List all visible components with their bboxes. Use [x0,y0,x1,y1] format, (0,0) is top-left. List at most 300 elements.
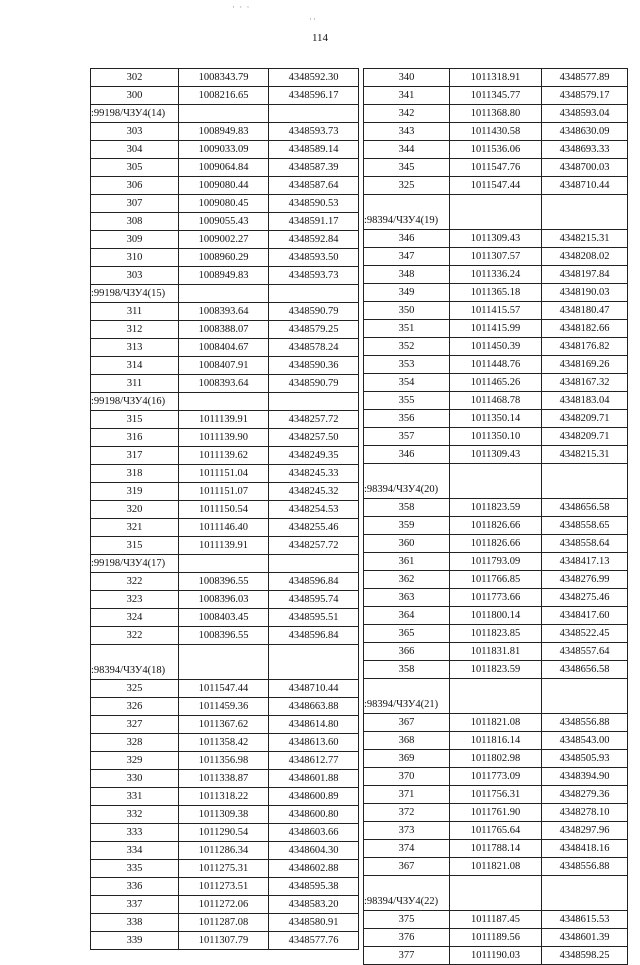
point-row [91,69,359,87]
point-row [364,392,628,410]
point-number: 306 [91,177,179,195]
point-number: 323 [91,591,179,609]
point-number: 307 [91,195,179,213]
coordinate-y: 4348417.13 [542,553,628,571]
coordinate-y: 4348593.73 [269,123,359,141]
coordinate-x: 1011336.24 [450,266,542,284]
point-number: 350 [364,302,450,320]
coordinate-y: 4348577.76 [269,932,359,950]
scan-noise: ·· [309,14,317,24]
coordinate-y: 4348208.02 [542,248,628,266]
point-row [364,446,628,464]
coordinate-y: 4348557.64 [542,643,628,661]
point-number: 320 [91,501,179,519]
point-row [364,822,628,840]
point-number: 338 [91,914,179,932]
coordinate-y: 4348591.17 [269,213,359,231]
point-row [91,788,359,806]
point-number: 324 [91,609,179,627]
coordinate-x: 1009080.44 [179,177,269,195]
coordinate-x: 1008388.07 [179,321,269,339]
point-number: 353 [364,356,450,374]
point-row [364,141,628,159]
coordinate-x: 1011139.91 [179,537,269,555]
section-row [364,195,628,230]
point-row [364,320,628,338]
point-row [91,465,359,483]
coordinate-x: 1011793.09 [450,553,542,571]
point-row [364,911,628,929]
point-number: 370 [364,768,450,786]
point-row [91,770,359,788]
point-row [91,339,359,357]
point-row [364,410,628,428]
coordinate-y: 4348245.33 [269,465,359,483]
coordinate-x: 1011309.38 [179,806,269,824]
coordinate-y: 4348543.00 [542,732,628,750]
empty-cell [450,876,542,911]
point-row [91,806,359,824]
coordinate-x: 1011465.26 [450,374,542,392]
point-number: 349 [364,284,450,302]
point-number: 317 [91,447,179,465]
point-row [364,589,628,607]
section-label: :98394/ЧЗУ4(22) [364,876,450,911]
point-row [91,591,359,609]
point-row [91,429,359,447]
point-number: 367 [364,714,450,732]
point-number: 302 [91,69,179,87]
coordinate-x: 1011356.98 [179,752,269,770]
point-number: 376 [364,929,450,947]
coordinate-x: 1011766.85 [450,571,542,589]
point-number: 374 [364,840,450,858]
coordinate-y: 4348522.45 [542,625,628,643]
point-row [91,447,359,465]
point-row [364,338,628,356]
coordinate-y: 4348587.64 [269,177,359,195]
coordinate-y: 4348595.74 [269,591,359,609]
coordinate-y: 4348663.88 [269,698,359,716]
coordinate-x: 1011823.85 [450,625,542,643]
point-number: 315 [91,411,179,429]
coordinate-y: 4348601.39 [542,929,628,947]
coordinate-x: 1011415.99 [450,320,542,338]
coordinate-x: 1011468.78 [450,392,542,410]
coordinate-x: 1011826.66 [450,535,542,553]
empty-cell [450,464,542,499]
coordinate-x: 1011187.45 [450,911,542,929]
coordinates-table-left [90,68,359,950]
empty-cell [542,679,628,714]
coordinate-y: 4348592.30 [269,69,359,87]
point-number: 310 [91,249,179,267]
scan-noise: · · · [232,2,251,12]
point-row [91,411,359,429]
coordinate-y: 4348596.17 [269,87,359,105]
point-row [91,824,359,842]
coordinate-x: 1011151.07 [179,483,269,501]
point-row [91,375,359,393]
point-row [91,752,359,770]
section-label: :99198/ЧЗУ4(17) [91,555,179,573]
point-number: 340 [364,69,450,87]
coordinate-x: 1008396.03 [179,591,269,609]
coordinate-x: 1011151.04 [179,465,269,483]
point-number: 369 [364,750,450,768]
empty-cell [269,645,359,680]
point-row [364,768,628,786]
point-number: 308 [91,213,179,231]
point-row [364,750,628,768]
coordinate-x: 1009064.84 [179,159,269,177]
coordinate-y: 4348656.58 [542,499,628,517]
coordinate-y: 4348176.82 [542,338,628,356]
coordinate-y: 4348275.46 [542,589,628,607]
empty-cell [179,555,269,573]
coordinate-x: 1008403.45 [179,609,269,627]
point-number: 325 [91,680,179,698]
coordinate-x: 1011536.06 [450,141,542,159]
point-number: 333 [91,824,179,842]
coordinate-x: 1009080.45 [179,195,269,213]
coordinate-x: 1011189.56 [450,929,542,947]
coordinate-x: 1011816.14 [450,732,542,750]
point-number: 321 [91,519,179,537]
point-row [91,932,359,950]
coordinate-x: 1011547.44 [450,177,542,195]
point-row [364,661,628,679]
empty-cell [179,393,269,411]
point-row [91,195,359,213]
coordinate-y: 4348257.72 [269,411,359,429]
coordinate-y: 4348249.35 [269,447,359,465]
point-number: 366 [364,643,450,661]
point-number: 343 [364,123,450,141]
coordinate-y: 4348579.17 [542,87,628,105]
coordinate-y: 4348600.89 [269,788,359,806]
coordinate-y: 4348558.64 [542,535,628,553]
section-row [91,285,359,303]
coordinate-y: 4348180.47 [542,302,628,320]
coordinate-y: 4348556.88 [542,714,628,732]
coordinate-x: 1011430.58 [450,123,542,141]
coordinate-x: 1011286.34 [179,842,269,860]
point-row [364,159,628,177]
point-row [364,553,628,571]
point-number: 316 [91,429,179,447]
coordinate-x: 1008343.79 [179,69,269,87]
point-row [364,428,628,446]
point-number: 346 [364,446,450,464]
coordinate-y: 4348578.24 [269,339,359,357]
coordinate-x: 1011450.39 [450,338,542,356]
point-row [91,914,359,932]
coordinate-y: 4348593.50 [269,249,359,267]
coordinate-x: 1011800.14 [450,607,542,625]
point-number: 365 [364,625,450,643]
coordinate-x: 1011773.09 [450,768,542,786]
coordinate-y: 4348580.91 [269,914,359,932]
coordinate-y: 4348593.73 [269,267,359,285]
coordinate-y: 4348254.53 [269,501,359,519]
coordinate-x: 1011139.91 [179,411,269,429]
coordinate-x: 1011146.40 [179,519,269,537]
coordinate-x: 1008396.55 [179,627,269,645]
coordinate-x: 1011756.31 [450,786,542,804]
coordinate-x: 1011365.18 [450,284,542,302]
coordinate-y: 4348190.03 [542,284,628,302]
point-number: 359 [364,517,450,535]
coordinate-x: 1008404.67 [179,339,269,357]
point-number: 327 [91,716,179,734]
point-number: 373 [364,822,450,840]
point-row [91,249,359,267]
point-number: 331 [91,788,179,806]
point-number: 362 [364,571,450,589]
point-row [364,517,628,535]
point-number: 311 [91,303,179,321]
point-number: 309 [91,231,179,249]
point-row [91,627,359,645]
point-number: 347 [364,248,450,266]
point-row [364,840,628,858]
coordinate-x: 1008396.55 [179,573,269,591]
coordinate-y: 4348630.09 [542,123,628,141]
coordinate-y: 4348417.60 [542,607,628,625]
point-number: 303 [91,267,179,285]
coordinate-y: 4348656.58 [542,661,628,679]
coordinate-y: 4348257.72 [269,537,359,555]
point-number: 358 [364,499,450,517]
coordinate-y: 4348590.53 [269,195,359,213]
point-number: 351 [364,320,450,338]
coordinate-x: 1008407.91 [179,357,269,375]
point-number: 336 [91,878,179,896]
coordinate-y: 4348394.90 [542,768,628,786]
point-row [364,302,628,320]
point-number: 357 [364,428,450,446]
coordinate-x: 1008949.83 [179,267,269,285]
coordinate-y: 4348209.71 [542,428,628,446]
section-row [91,105,359,123]
coordinate-x: 1011275.31 [179,860,269,878]
coordinate-y: 4348604.30 [269,842,359,860]
coordinate-x: 1011823.59 [450,661,542,679]
coordinate-y: 4348595.38 [269,878,359,896]
coordinate-x: 1011139.62 [179,447,269,465]
point-number: 346 [364,230,450,248]
point-row [364,248,628,266]
empty-cell [269,555,359,573]
coordinate-x: 1011547.44 [179,680,269,698]
coordinate-x: 1011765.64 [450,822,542,840]
coordinate-y: 4348215.31 [542,446,628,464]
point-number: 355 [364,392,450,410]
point-number: 339 [91,932,179,950]
point-number: 325 [364,177,450,195]
section-label: :99198/ЧЗУ4(14) [91,105,179,123]
point-number: 352 [364,338,450,356]
point-number: 354 [364,374,450,392]
point-number: 360 [364,535,450,553]
empty-cell [542,195,628,230]
point-row [91,357,359,375]
point-number: 367 [364,858,450,876]
coordinate-y: 4348603.66 [269,824,359,842]
coordinate-y: 4348612.77 [269,752,359,770]
point-number: 313 [91,339,179,357]
point-row [91,159,359,177]
section-row [91,645,359,680]
coordinate-y: 4348596.84 [269,627,359,645]
point-number: 363 [364,589,450,607]
coordinate-x: 1011459.36 [179,698,269,716]
point-number: 358 [364,661,450,679]
coordinate-x: 1011150.54 [179,501,269,519]
coordinate-y: 4348710.44 [269,680,359,698]
coordinate-x: 1009033.09 [179,141,269,159]
coordinate-x: 1011367.62 [179,716,269,734]
coordinate-y: 4348590.79 [269,303,359,321]
coordinate-x: 1011448.76 [450,356,542,374]
point-row [91,537,359,555]
coordinate-x: 1011821.08 [450,714,542,732]
coordinate-x: 1011273.51 [179,878,269,896]
empty-cell [542,876,628,911]
coordinate-x: 1011358.42 [179,734,269,752]
point-number: 329 [91,752,179,770]
coordinate-y: 4348183.04 [542,392,628,410]
coordinate-x: 1009002.27 [179,231,269,249]
coordinate-x: 1011821.08 [450,858,542,876]
point-number: 311 [91,375,179,393]
point-row [364,714,628,732]
point-number: 372 [364,804,450,822]
coordinate-x: 1011290.54 [179,824,269,842]
point-row [91,321,359,339]
point-row [364,643,628,661]
coordinate-y: 4348613.60 [269,734,359,752]
point-number: 328 [91,734,179,752]
coordinate-y: 4348169.26 [542,356,628,374]
point-number: 305 [91,159,179,177]
point-row [91,860,359,878]
point-number: 335 [91,860,179,878]
point-row [91,141,359,159]
coordinate-y: 4348276.99 [542,571,628,589]
point-number: 345 [364,159,450,177]
point-row [91,303,359,321]
section-row [91,393,359,411]
coordinate-x: 1011309.43 [450,446,542,464]
point-row [364,374,628,392]
point-row [364,535,628,553]
coordinate-x: 1011823.59 [450,499,542,517]
point-number: 334 [91,842,179,860]
coordinate-x: 1011368.80 [450,105,542,123]
coordinate-x: 1011350.10 [450,428,542,446]
coordinate-y: 4348558.65 [542,517,628,535]
coordinate-x: 1011773.66 [450,589,542,607]
coordinate-y: 4348601.88 [269,770,359,788]
point-row [364,230,628,248]
coordinate-x: 1011831.81 [450,643,542,661]
point-number: 315 [91,537,179,555]
coordinate-y: 4348257.50 [269,429,359,447]
point-number: 375 [364,911,450,929]
coordinate-y: 4348182.66 [542,320,628,338]
coordinate-y: 4348593.04 [542,105,628,123]
coordinate-x: 1011309.43 [450,230,542,248]
point-row [364,105,628,123]
point-row [364,87,628,105]
empty-cell [450,195,542,230]
coordinate-x: 1008216.65 [179,87,269,105]
empty-cell [269,393,359,411]
point-row [91,267,359,285]
coordinates-table-right [363,68,628,965]
point-row [91,177,359,195]
coordinate-x: 1011307.79 [179,932,269,950]
coordinate-y: 4348595.51 [269,609,359,627]
point-row [91,231,359,249]
point-number: 319 [91,483,179,501]
point-number: 342 [364,105,450,123]
coordinate-y: 4348598.25 [542,947,628,965]
coordinate-x: 1008393.64 [179,375,269,393]
point-number: 371 [364,786,450,804]
empty-cell [269,105,359,123]
empty-cell [450,679,542,714]
point-number: 337 [91,896,179,914]
point-row [364,284,628,302]
coordinate-x: 1011307.57 [450,248,542,266]
coordinate-y: 4348245.32 [269,483,359,501]
point-number: 368 [364,732,450,750]
coordinate-y: 4348583.20 [269,896,359,914]
point-row [91,878,359,896]
point-row [364,732,628,750]
coordinate-y: 4348596.84 [269,573,359,591]
section-row [364,876,628,911]
coordinate-y: 4348615.53 [542,911,628,929]
point-row [364,804,628,822]
coordinate-y: 4348209.71 [542,410,628,428]
point-number: 318 [91,465,179,483]
coordinate-x: 1011415.57 [450,302,542,320]
point-row [91,573,359,591]
coordinate-y: 4348614.80 [269,716,359,734]
coordinate-y: 4348577.89 [542,69,628,87]
coordinate-x: 1011345.77 [450,87,542,105]
point-row [364,123,628,141]
point-number: 314 [91,357,179,375]
empty-cell [179,105,269,123]
coordinate-x: 1011318.91 [450,69,542,87]
coordinate-y: 4348590.36 [269,357,359,375]
point-number: 356 [364,410,450,428]
coordinate-y: 4348587.39 [269,159,359,177]
coordinate-x: 1011190.03 [450,947,542,965]
coordinate-x: 1011761.90 [450,804,542,822]
point-row [364,786,628,804]
coordinate-y: 4348297.96 [542,822,628,840]
section-label: :98394/ЧЗУ4(18) [91,645,179,680]
point-number: 361 [364,553,450,571]
point-number: 330 [91,770,179,788]
coordinate-x: 1011350.14 [450,410,542,428]
